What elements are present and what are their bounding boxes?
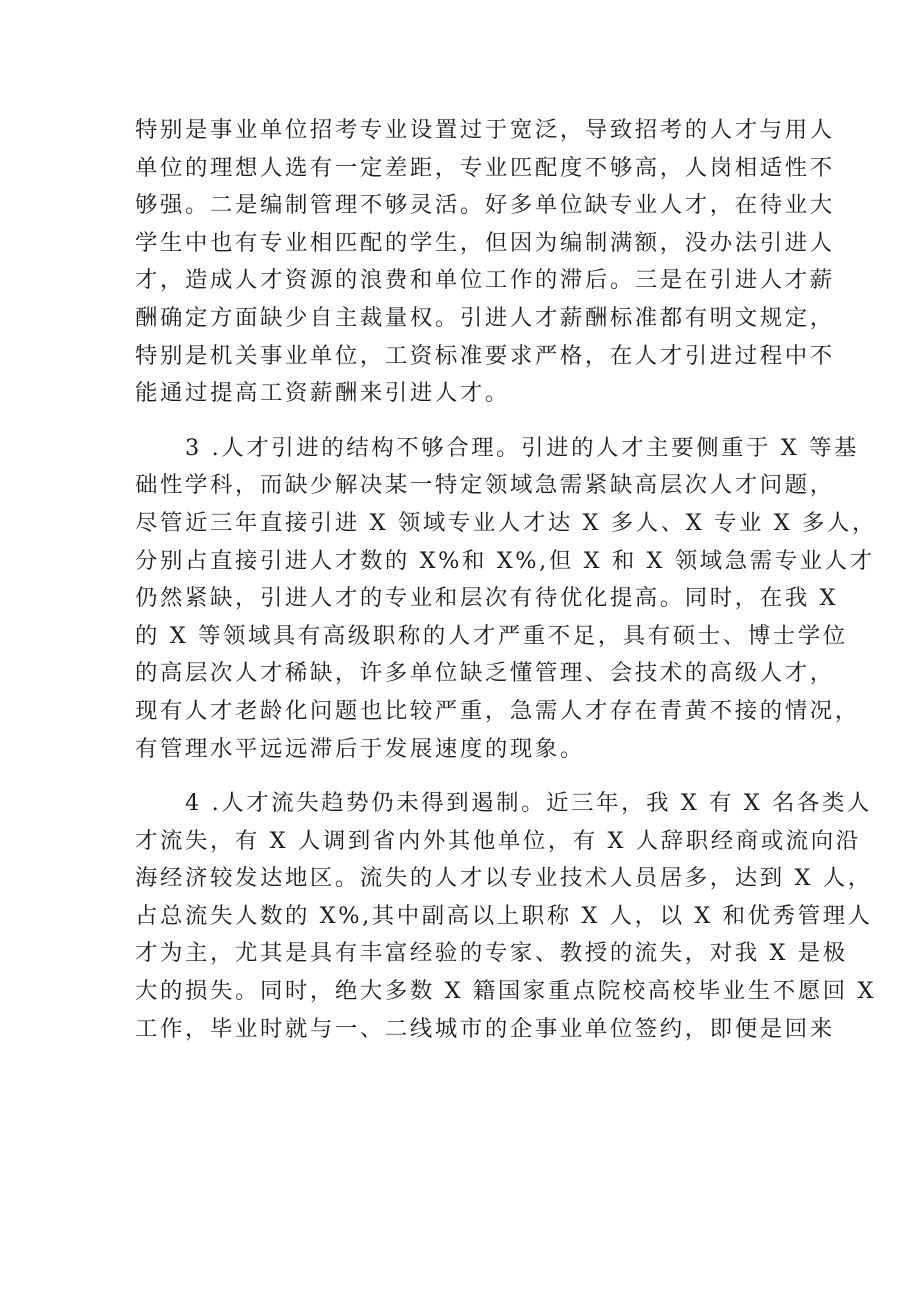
- body-text: [135, 112, 877, 1048]
- text-line: 4 .人才流失趋势仍未得到遏制。近三年，我 X 有 X 名各类人: [185, 790, 873, 817]
- text-line: 础性学科，而缺少解决某一特定领域急需紧缺高层次人才问题，: [135, 472, 835, 499]
- text-line: 3 .人才引进的结构不够合理。引进的人才主要侧重于 X 等基: [185, 434, 860, 461]
- paragraph-spacer: [135, 413, 795, 430]
- text-line: 的 X 等领域具有高级职称的人才严重不足，具有硕士、博士学位: [135, 622, 848, 649]
- text-line: 够强。二是编制管理不够灵活。好多单位缺专业人才，在待业大: [135, 192, 835, 219]
- text-line: 才流失，有 X 人调到省内外其他单位，有 X 人辞职经商或流向沿: [135, 827, 861, 854]
- paragraph-3: [135, 785, 876, 1048]
- text-line: 仍然紧缺，引进人才的专业和层次有待优化提高。同时，在我 X: [135, 585, 839, 612]
- text-line: 现有人才老龄化问题也比较严重，急需人才存在青黄不接的情况，: [135, 697, 860, 724]
- text-line: 学生中也有专业相匹配的学生，但因为编制满额，没办法引进人: [135, 229, 835, 256]
- text-line: 尽管近三年直接引进 X 领域专业人才达 X 多人、X 专业 X 多人，: [135, 509, 877, 536]
- text-line: 才为主，尤其是具有丰富经验的专家、教授的流失，对我 X 是极: [135, 940, 848, 967]
- text-line: 能通过提高工资薪酬来引进人才。: [135, 380, 510, 407]
- text-line: 酬确定方面缺少自主裁量权。引进人才薪酬标准都有明文规定，: [135, 304, 835, 331]
- text-line: 占总流失人数的 X%,其中副高以上职称 X 人，以 X 和优秀管理人: [135, 902, 873, 929]
- text-line: 单位的理想人选有一定差距，专业匹配度不够高，人岗相适性不: [135, 154, 835, 181]
- text-line: 的高层次人才稀缺，许多单位缺乏懂管理、会技术的高级人才，: [135, 660, 835, 687]
- text-line: 分别占直接引进人才数的 X%和 X%,但 X 和 X 领域急需专业人才: [135, 547, 875, 574]
- paragraph-2: [135, 430, 877, 768]
- text-line: 特别是事业单位招考专业设置过于宽泛，导致招考的人才与用人: [135, 117, 835, 143]
- text-line: 才，造成人才资源的浪费和单位工作的滞后。三是在引进人才薪: [135, 267, 835, 294]
- text-line: 大的损失。同时，绝大多数 X 籍国家重点院校高校毕业生不愿回 X: [135, 978, 876, 1005]
- text-line: 特别是机关事业单位，工资标准要求严格，在人才引进过程中不: [135, 342, 835, 369]
- paragraph-1: [135, 112, 835, 413]
- text-line: 工作，毕业时就与一、二线城市的企事业单位签约，即便是回来: [135, 1015, 835, 1042]
- text-line: 有管理水平远远滞后于发展速度的现象。: [135, 735, 585, 762]
- text-line: 海经济较发达地区。流失的人才以专业技术人员居多，达到 X 人，: [135, 865, 873, 892]
- paragraph-spacer: [135, 768, 795, 785]
